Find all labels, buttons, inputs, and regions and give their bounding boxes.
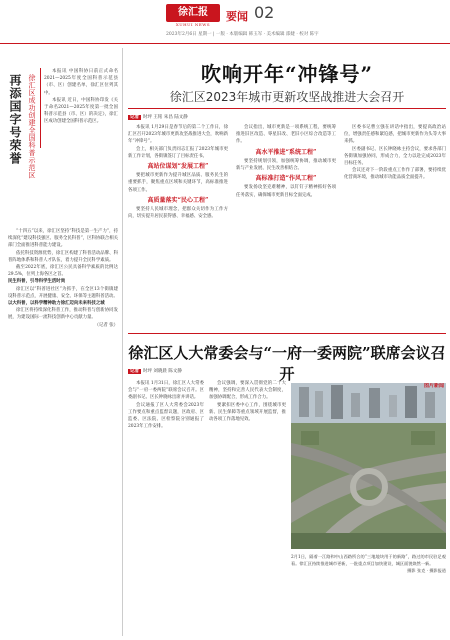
second-headline: 徐汇区人大常委会与“一府一委两院”联席会议召开 xyxy=(128,344,446,383)
article-subtitle: 高水平推进“系统工程” xyxy=(255,148,317,156)
photo-credit: 摄影 张克 · 摄影报道 xyxy=(407,568,446,573)
sidebar-paragraph: 徐汇区将持续深化科普工作，推动科普与创新协同发展，为建设国际一流科技创新中心贡献力量。 xyxy=(8,308,118,321)
article-paragraph: 会上，相关部门负责同志汇报了2023年城市更新工作计划，各街镇签订了目标责任书。 xyxy=(128,146,228,159)
second-byline xyxy=(128,368,182,374)
story-divider xyxy=(128,333,446,334)
sidebar-section-heading: 以大科普，以科学精神助力徐汇迈向未来科技之城 xyxy=(8,301,105,307)
main-column-3 xyxy=(344,124,446,329)
sidebar-paragraph: 依托科技资源优势，徐汇区构建了科普活动品牌、科普阵地体系和科普人才队伍，着力提升全民科学素质。 xyxy=(8,250,118,263)
article-paragraph: 要坚持规划引领，加强统筹协调，推动城市更新与产业发展、民生改善相结合。 xyxy=(236,158,336,172)
sidebar-vertical-title: 再添国字号荣誉 xyxy=(8,74,22,165)
photo-caption xyxy=(291,553,446,574)
sidebar-lead-paragraph: 本报讯 中国科协日前正式命名2021—2025年度全国科普示范县（市、区）创建名单，徐汇区位列其中。 xyxy=(44,69,118,96)
column-divider xyxy=(122,48,123,636)
page-number: 02 xyxy=(254,3,275,22)
sidebar-body-text xyxy=(8,228,118,329)
second-column-2 xyxy=(209,380,286,635)
newspaper-logo-subtitle: XUHUI NEWS xyxy=(175,22,211,27)
caption-text: 2月1日，隔着一江路和中山西路所合的“三地地块用于的新路”，路过的市民驻足观看。徐汇区持续推进城市更新，一批重点项目加快建设，城区面貌焕然一新。 xyxy=(291,554,446,566)
sidebar-story xyxy=(6,48,118,636)
newspaper-logo: 徐汇报 xyxy=(166,4,220,22)
article-subtitle: 高质量落实“民心工程” xyxy=(147,196,209,204)
byline-names: 时坪 王铭 朱昌 陆文静 xyxy=(143,115,188,120)
main-subheadline: 徐汇区2023年城市更新攻坚战推进大会召开 xyxy=(169,90,405,104)
article-paragraph: 会议强调，要深入贯彻党的二十大精神，坚持和完善人民代表大会制度，加强协调配合，形成工作合力。 xyxy=(209,381,286,401)
sidebar-paragraph: “十四五”以来，徐汇区坚持“科技是第一生产力”，持续深化“建设科技强区、服务全民科普”，区科协联合相关部门全面推进科普能力建设。 xyxy=(8,229,118,249)
byline-names: 时坪 刘晓晨 陈文静 xyxy=(143,369,182,374)
article-paragraph: 要发扬攻坚克难精神，以钉钉子精神抓好各项任务落实，确保城市更新目标全面完成。 xyxy=(236,185,336,198)
byline-tag: 记者 xyxy=(130,115,139,120)
article-paragraph: 区委书记曹立强在讲话中指出，要提高政治站位，增强责任感和紧迫感，把城市更新作为头等大事来抓。 xyxy=(344,125,446,145)
sidebar-section-heading: 民生科普，引导科学生活时尚 xyxy=(8,279,66,285)
headline-rule xyxy=(128,108,446,109)
photo-label: 图片新闻 xyxy=(423,383,444,389)
byline-tag: 记者 xyxy=(130,369,139,374)
main-byline xyxy=(128,114,188,120)
article-subtitle: 高站位谋划“发展工程” xyxy=(147,163,209,171)
main-column-1 xyxy=(128,124,228,329)
article-paragraph: 要把城市更新作为提升城区品质、服务民生的重要抓手，聚焦重点区域和关键环节，高标准推进各项工作。 xyxy=(128,173,228,193)
article-paragraph: 区委副书记、区长钟晓咏主持会议，要求各部门各街镇加强协同，形成合力，全力以赴完成2023年目标任务。 xyxy=(344,146,446,167)
article-paragraph: 会议通报了区人大常委会2023年工作要点和重点监督议题，区政府、区监委、区法院、区检察院分别通报了2023年工作安排。 xyxy=(128,402,204,430)
dateline: 2023年2月6日 星期一 | 一版 · 本版编辑 韩玉军 · 美术编辑 邵婕 · 校对 陈宇 xyxy=(166,32,319,37)
sidebar-divider xyxy=(40,68,41,148)
sidebar-vertical-subtitle: 徐汇区成功创建全国科普示范区 xyxy=(28,74,36,179)
article-paragraph: 要坚持人民城市理念，把群众关切作为工作方向，切实提升居民获得感、幸福感、安全感。 xyxy=(128,207,228,220)
aerial-road-photo xyxy=(291,383,446,549)
main-column-2 xyxy=(236,124,336,329)
section-name: 要闻 xyxy=(226,10,248,23)
article-paragraph: 要紧扣区委中心工作，围绕城市更新、民生保障等重点领域开展监督，推动各项工作落地见效。 xyxy=(209,402,286,423)
sidebar-paragraph: 截至2022年底，徐汇区公民具备科学素质的比例达29.5%，位列上海各区之首。 xyxy=(8,265,118,278)
article-paragraph: 本报讯 1月29日是春节后的第二个工作日，徐汇区召开2023年城市更新攻坚战推进大会，吹响新年“冲锋号”。 xyxy=(128,125,228,145)
article-paragraph: 会议指出，城市更新是一项系统工程，要统筹推进旧区改造、零星旧改、老旧小区综合改造等工作。 xyxy=(236,125,336,145)
sidebar-author: （记者 张） xyxy=(94,322,118,328)
main-headline: 吹响开年“冲锋号” xyxy=(200,62,373,86)
sidebar-lead-paragraph: 本报讯 近日，中国科协印发《关于命名2021—2025年度第一批全国科普示范县（市、区）的决定》，徐汇区成功创建全国科普示范区。 xyxy=(44,97,118,125)
masthead xyxy=(0,0,450,44)
sidebar-lead-text xyxy=(44,68,118,126)
news-photo xyxy=(291,383,446,549)
sidebar-paragraph: 徐汇区以“科普进社区”为抓手，在全区13个街镇建设科普示范点，开展健康、安全、环保等主题科普活动。 xyxy=(8,286,118,299)
article-paragraph: 本报讯 1月31日，徐汇区人大常委会与“一府一委两院”联席会议召开。区委副书记、区长钟晓咏出席并讲话。 xyxy=(128,381,204,401)
second-column-1 xyxy=(128,380,204,635)
article-paragraph: 会议还对下一阶段重点工作作了部署，要持续优化营商环境，推动城市功能品质全面提升。 xyxy=(344,168,446,181)
article-subtitle: 高标准打造“作风工程” xyxy=(255,175,317,183)
